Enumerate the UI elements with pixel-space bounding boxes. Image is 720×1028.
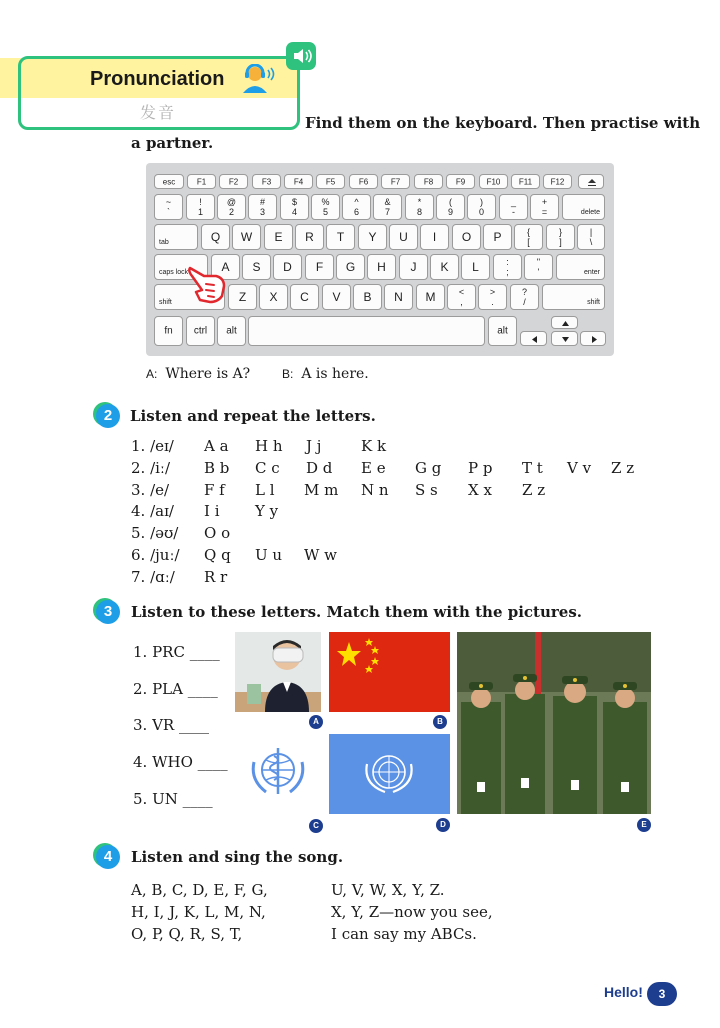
eject-icon [579, 175, 605, 190]
letter-pair: C c [255, 459, 280, 477]
activity3-title: Listen to these letters. Match them with the pictures. [131, 603, 582, 621]
activity2-title: Listen and repeat the letters. [130, 407, 376, 425]
key-k[interactable]: K [430, 254, 459, 280]
key-x[interactable]: X [259, 284, 288, 310]
sound-label: 7. /ɑː/ [131, 568, 175, 586]
letter-pair: B b [204, 459, 230, 477]
key-tab[interactable]: tab [154, 224, 198, 250]
activity2-number: 2 [96, 404, 120, 428]
key-5[interactable]: % 5 [311, 194, 340, 220]
key-s[interactable]: S [242, 254, 271, 280]
key-alt-right[interactable]: alt [488, 316, 517, 346]
key-delete[interactable]: delete [562, 194, 605, 220]
letter-pair: E e [361, 459, 386, 477]
activity4-title: Listen and sing the song. [131, 848, 344, 866]
key-shift-right[interactable]: shift [542, 284, 605, 310]
letter-pair: Z z [611, 459, 635, 477]
key-n[interactable]: N [384, 284, 413, 310]
key-f[interactable]: F [305, 254, 334, 280]
letter-pair: P p [468, 459, 493, 477]
key-ctrl[interactable]: ctrl [186, 316, 215, 346]
match-item-un: 5. UN ____ [133, 790, 213, 808]
match-item-who: 4. WHO ____ [133, 753, 228, 771]
letter-pair: L l [255, 481, 275, 499]
letter-pair: V v [567, 459, 592, 477]
key-quote[interactable]: " ' [524, 254, 553, 280]
song-line: U, V, W, X, Y, Z. [331, 881, 445, 899]
key-f11[interactable]: F11 [511, 174, 540, 189]
picture-tag-c: C [309, 819, 323, 833]
key-enter[interactable]: enter [556, 254, 605, 280]
song-line: A, B, C, D, E, F, G, [131, 881, 268, 899]
activity3-number: 3 [96, 600, 120, 624]
key-semicolon[interactable]: : ; [493, 254, 522, 280]
key-f4[interactable]: F4 [284, 174, 313, 189]
key-h[interactable]: H [367, 254, 396, 280]
picture-tag-d: D [436, 818, 450, 832]
key-caps-lock[interactable]: caps lock [154, 254, 208, 280]
letter-pair: A a [204, 437, 229, 455]
key-l[interactable]: L [461, 254, 490, 280]
key-2[interactable]: @ 2 [217, 194, 246, 220]
answer-b: B: A is here. [282, 366, 369, 382]
key-a[interactable]: A [211, 254, 240, 280]
key-fn[interactable]: fn [154, 316, 183, 346]
key-arrow-left[interactable] [520, 331, 547, 346]
arrow-down-icon [552, 332, 579, 347]
letter-pair: K k [361, 437, 387, 455]
letter-pair: T t [522, 459, 543, 477]
key-f1[interactable]: F1 [187, 174, 216, 189]
key-minus[interactable]: _ - [499, 194, 528, 220]
sound-label: 4. /aɪ/ [131, 502, 174, 520]
key-z[interactable]: Z [228, 284, 257, 310]
key-eject[interactable] [578, 174, 604, 189]
key-6[interactable]: ^ 6 [342, 194, 371, 220]
key-f7[interactable]: F7 [381, 174, 410, 189]
pointing-hand-icon [184, 262, 228, 304]
key-comma[interactable]: < , [447, 284, 476, 310]
key-f2[interactable]: F2 [219, 174, 248, 189]
letter-pair: U u [255, 546, 283, 564]
arrow-left-icon [521, 332, 548, 347]
key-space[interactable] [248, 316, 485, 346]
key-y[interactable]: Y [358, 224, 387, 250]
key-7[interactable]: & 7 [373, 194, 402, 220]
match-item-pla: 2. PLA ____ [133, 680, 218, 698]
key-f8[interactable]: F8 [414, 174, 443, 189]
key-backslash[interactable]: | \ [577, 224, 605, 250]
key-r[interactable]: R [295, 224, 324, 250]
page-number: 3 [647, 982, 677, 1006]
key-0[interactable]: ) 0 [467, 194, 496, 220]
key-4[interactable]: $ 4 [280, 194, 309, 220]
picture-tag-e: E [637, 818, 651, 832]
key-bracket-right[interactable]: } ] [546, 224, 575, 250]
key-w[interactable]: W [232, 224, 261, 250]
song-line: H, I, J, K, L, M, N, [131, 903, 266, 921]
key-8[interactable]: * 8 [405, 194, 434, 220]
section-title: Pronunciation [90, 68, 225, 90]
picture-china-flag [329, 632, 450, 712]
key-f10[interactable]: F10 [479, 174, 508, 189]
key-f5[interactable]: F5 [316, 174, 345, 189]
letter-pair: Q q [204, 546, 231, 564]
letter-pair: R r [204, 568, 228, 586]
key-shift-left[interactable]: shift [154, 284, 225, 310]
arrow-up-icon [552, 317, 579, 330]
key-p[interactable]: P [483, 224, 512, 250]
key-period[interactable]: > . [478, 284, 507, 310]
letter-pair: G g [415, 459, 442, 477]
song-line: I can say my ABCs. [331, 925, 477, 943]
key-tilde[interactable]: ~ ` [154, 194, 183, 220]
footer-unit-name: Hello! [604, 984, 643, 1000]
speaker-icon [286, 42, 316, 70]
key-m[interactable]: M [416, 284, 445, 310]
picture-tag-b: B [433, 715, 447, 729]
letter-pair: X x [468, 481, 492, 499]
match-item-prc: 1. PRC ____ [133, 643, 220, 661]
letter-pair: M m [304, 481, 339, 499]
key-g[interactable]: G [336, 254, 365, 280]
key-bracket-left[interactable]: { [ [514, 224, 543, 250]
section-subtitle: 发音 [140, 103, 177, 122]
audio-button[interactable] [286, 42, 316, 70]
match-item-vr: 3. VR ____ [133, 716, 209, 734]
sound-label: 3. /e/ [131, 481, 170, 499]
key-e[interactable]: E [264, 224, 293, 250]
arrow-right-icon [581, 332, 607, 347]
sound-label: 5. /əʊ/ [131, 524, 179, 542]
letter-pair: Z z [522, 481, 546, 499]
picture-un-flag [329, 734, 450, 814]
letter-pair: W w [304, 546, 338, 564]
song-line: X, Y, Z—now you see, [331, 903, 493, 921]
picture-pla-soldiers [457, 632, 651, 814]
key-d[interactable]: D [273, 254, 302, 280]
key-j[interactable]: J [399, 254, 428, 280]
letter-pair: J j [306, 437, 322, 455]
key-f9[interactable]: F9 [446, 174, 475, 189]
key-q[interactable]: Q [201, 224, 230, 250]
key-f3[interactable]: F3 [252, 174, 281, 189]
key-arrow-up[interactable] [551, 316, 578, 329]
key-u[interactable]: U [389, 224, 418, 250]
letter-pair: O o [204, 524, 231, 542]
letter-pair: F f [204, 481, 225, 499]
letter-pair: S s [415, 481, 438, 499]
answer-a: A: Where is A? [146, 366, 251, 382]
picture-tag-a: A [309, 715, 323, 729]
key-t[interactable]: T [326, 224, 355, 250]
activity1-instruction-cont: a partner. [131, 134, 214, 152]
key-equals[interactable]: + = [530, 194, 559, 220]
key-9[interactable]: ( 9 [436, 194, 465, 220]
key-esc[interactable]: esc [154, 174, 184, 189]
keyboard [146, 163, 614, 356]
key-c[interactable]: C [290, 284, 319, 310]
key-1[interactable]: ! 1 [186, 194, 215, 220]
sound-label: 1. /eɪ/ [131, 437, 174, 455]
letter-pair: I i [204, 502, 220, 520]
key-slash[interactable]: ? / [510, 284, 539, 310]
key-i[interactable]: I [420, 224, 449, 250]
sound-label: 6. /juː/ [131, 546, 180, 564]
activity4-number: 4 [96, 845, 120, 869]
activity1-instruction: Find them on the keyboard. Then practise with [305, 114, 701, 132]
key-3[interactable]: # 3 [248, 194, 277, 220]
key-o[interactable]: O [452, 224, 481, 250]
sound-label: 2. /iː/ [131, 459, 171, 477]
key-arrow-right[interactable] [580, 331, 606, 346]
key-arrow-down[interactable] [551, 331, 578, 346]
picture-who-emblem [246, 742, 310, 800]
letter-pair: H h [255, 437, 283, 455]
listener-icon [240, 64, 276, 94]
song-line: O, P, Q, R, S, T, [131, 925, 243, 943]
letter-pair: D d [306, 459, 333, 477]
letter-pair: Y y [255, 502, 279, 520]
picture-vr-headset [235, 632, 321, 712]
key-f12[interactable]: F12 [543, 174, 572, 189]
key-b[interactable]: B [353, 284, 382, 310]
key-f6[interactable]: F6 [349, 174, 378, 189]
key-v[interactable]: V [322, 284, 351, 310]
letter-pair: N n [361, 481, 389, 499]
key-alt-left[interactable]: alt [217, 316, 246, 346]
